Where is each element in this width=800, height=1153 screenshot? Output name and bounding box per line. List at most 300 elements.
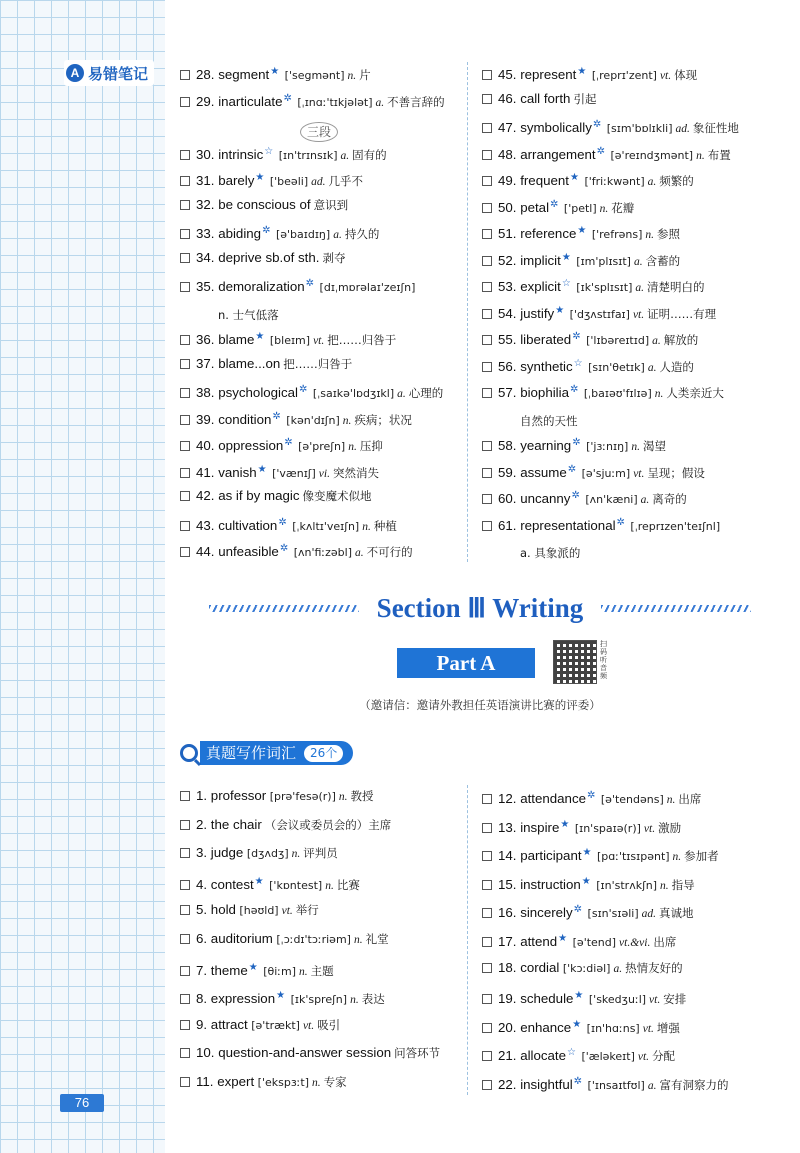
item-word: be conscious of <box>218 196 311 212</box>
item-word: attendance <box>520 791 586 806</box>
item-phonetic: ['dʒʌstɪfaɪ] <box>566 307 630 321</box>
checkbox[interactable] <box>180 253 190 263</box>
frequency-star-icon: ✲ <box>572 437 581 448</box>
item-word: vanish <box>218 464 257 480</box>
item-pos: n. <box>666 794 676 806</box>
item-phonetic: ['refrəns] <box>588 228 643 241</box>
item-number: 54. <box>498 305 521 321</box>
checkbox[interactable] <box>482 794 492 804</box>
item-word: frequent <box>520 173 569 188</box>
item-word: deprive sb.of sth. <box>218 249 320 265</box>
frequency-star-icon: ✲ <box>272 410 281 422</box>
qr-code[interactable] <box>553 640 597 684</box>
checkbox[interactable] <box>180 282 190 292</box>
checkbox[interactable] <box>482 362 492 372</box>
vocab-item <box>482 192 782 219</box>
item-meaning: 人造的 <box>659 359 694 374</box>
item-word: symbolically <box>520 120 592 135</box>
item-pos: n. <box>660 879 669 892</box>
frequency-star-icon: ✲ <box>592 119 602 130</box>
item-meaning: 比赛 <box>336 877 360 892</box>
item-meaning: 象征性地 <box>692 121 739 135</box>
item-word: segment <box>218 67 270 82</box>
checkbox[interactable] <box>180 820 190 830</box>
item-phonetic: [ˌbaɪəʊ'fɪlɪə] <box>580 387 652 400</box>
item-word: condition <box>218 411 272 427</box>
checkbox[interactable] <box>180 97 190 107</box>
item-number: 42. <box>196 488 219 503</box>
item-meaning-cont: a. 具象派的 <box>520 546 581 560</box>
item-meaning: 压抑 <box>359 439 383 453</box>
item-number: 59. <box>498 464 521 480</box>
item-word: reference <box>520 226 577 241</box>
item-pos: a. <box>647 176 657 188</box>
item-pos: ad. <box>311 176 326 188</box>
checkbox[interactable] <box>180 335 190 345</box>
item-number: 7. <box>196 962 211 978</box>
item-word: the chair <box>210 816 262 832</box>
item-meaning: 把……归咎于 <box>283 356 353 371</box>
item-number: 8. <box>196 991 211 1007</box>
item-phonetic: [bleɪm] <box>266 334 311 347</box>
vocab-item <box>482 1040 782 1069</box>
item-phonetic: [ɪn'hɑːns] <box>583 1021 640 1035</box>
frequency-star-icon: ★ <box>560 818 570 830</box>
checkbox[interactable] <box>482 1023 492 1033</box>
item-word: blame <box>218 332 255 347</box>
item-meaning: 体现 <box>674 68 698 82</box>
vocab-item <box>482 457 782 484</box>
vocab-item <box>180 351 462 378</box>
item-meaning: 突然消失 <box>332 465 379 480</box>
item-word: oppression <box>218 438 284 453</box>
checkbox[interactable] <box>482 851 492 861</box>
item-number: 50. <box>498 199 521 215</box>
item-number: 53. <box>498 279 521 294</box>
checkbox[interactable] <box>180 388 190 398</box>
checkbox[interactable] <box>180 359 190 369</box>
item-pos: n. <box>672 851 682 864</box>
checkbox[interactable] <box>482 880 492 890</box>
item-number: 43. <box>196 517 219 533</box>
item-phonetic: [sɪn'sɪəli] <box>584 907 639 921</box>
item-word: demoralization <box>218 279 305 294</box>
vocab-item <box>180 483 462 510</box>
checkbox[interactable] <box>180 905 190 915</box>
item-meaning: 专家 <box>323 1074 347 1089</box>
item-number: 49. <box>498 173 521 188</box>
item-pos: n. <box>696 149 705 162</box>
item-word: inarticulate <box>218 93 283 109</box>
frequency-star-icon: ★ <box>577 225 587 236</box>
item-meaning: 引起 <box>573 91 597 106</box>
item-pos: vt. <box>281 905 293 918</box>
vocab-item <box>482 955 782 984</box>
item-pos: n. <box>362 520 371 533</box>
item-number: 37. <box>196 355 219 371</box>
item-pos: a. <box>647 1079 657 1092</box>
item-word: cordial <box>520 959 560 975</box>
item-phonetic: ['beəli] <box>266 175 309 188</box>
checkbox[interactable] <box>482 994 492 1004</box>
checkbox[interactable] <box>482 335 492 345</box>
item-word: barely <box>218 173 255 188</box>
item-pos: a. <box>652 335 661 347</box>
checkbox[interactable] <box>180 229 190 239</box>
checkbox[interactable] <box>482 1051 492 1061</box>
checkbox[interactable] <box>180 994 190 1004</box>
vocab-item <box>180 955 462 984</box>
item-meaning: 指导 <box>671 877 695 892</box>
checkbox[interactable] <box>180 1020 190 1030</box>
item-pos: n. <box>312 1076 321 1089</box>
item-pos: n. <box>654 388 664 400</box>
checkbox[interactable] <box>482 256 492 266</box>
vocab-item <box>180 139 462 166</box>
item-meaning: 安排 <box>663 992 687 1007</box>
item-phonetic: [ɪn'strʌkʃn] <box>592 878 658 892</box>
item-pos: n. <box>645 229 654 241</box>
item-phonetic: [ɪk'splɪsɪt] <box>572 281 633 294</box>
item-phonetic: [ə'tendəns] <box>597 793 664 806</box>
logo-icon: A <box>66 64 84 82</box>
vocab-item <box>482 983 782 1012</box>
item-number: 38. <box>196 385 219 400</box>
item-number: 31. <box>196 173 219 188</box>
vocab-item <box>482 324 782 351</box>
checkbox[interactable] <box>180 1048 190 1058</box>
item-number: 14. <box>498 848 521 864</box>
item-phonetic: [ʌn'fiːzəbl] <box>290 546 353 559</box>
checkbox[interactable] <box>180 880 190 890</box>
item-word: contest <box>210 876 254 892</box>
vocab-item <box>180 192 462 219</box>
item-pos: vt. <box>313 335 325 347</box>
item-pos: a. <box>640 494 650 506</box>
item-meaning: 出席 <box>653 934 677 949</box>
item-phonetic: ['kɒntest] <box>265 878 323 892</box>
checkbox[interactable] <box>482 282 492 292</box>
checkbox[interactable] <box>180 415 190 425</box>
item-pos: n. <box>631 441 640 453</box>
checkbox[interactable] <box>482 521 492 531</box>
item-number: 18. <box>498 959 521 975</box>
item-pos: a. <box>635 282 644 294</box>
frequency-star-icon: ★ <box>561 251 571 263</box>
vocab-item <box>180 165 462 192</box>
item-phonetic: [sɪn'θetɪk] <box>584 360 645 374</box>
vocab-title: 真题写作词汇 <box>206 744 297 762</box>
part-label: Part A <box>397 648 535 678</box>
checkbox[interactable] <box>482 309 492 319</box>
checkbox[interactable] <box>180 966 190 976</box>
frequency-star-icon: ✲ <box>262 225 271 236</box>
item-meaning: 意识到 <box>313 197 349 212</box>
vocab-item <box>482 510 782 563</box>
item-word: implicit <box>520 252 561 268</box>
item-number: 15. <box>498 876 521 892</box>
item-word: attract <box>210 1016 248 1032</box>
item-pos: a. <box>613 962 623 975</box>
item-pos: a. <box>397 388 406 400</box>
checkbox[interactable] <box>482 908 492 918</box>
qr-label: 扫码听音频 <box>600 640 607 680</box>
item-meaning: 礼堂 <box>365 931 389 946</box>
item-pos: vt. <box>643 822 656 835</box>
vocab-item <box>180 926 462 955</box>
item-pos: a. <box>340 149 350 162</box>
item-pos: vt. <box>637 1051 650 1064</box>
checkbox[interactable] <box>180 200 190 210</box>
vocab-item <box>180 783 462 812</box>
vocab-item <box>180 245 462 272</box>
checkbox[interactable] <box>180 848 190 858</box>
item-number: 40. <box>196 438 219 453</box>
logo-text: 易错笔记 <box>88 64 149 83</box>
frequency-star-icon: ☆ <box>561 278 571 289</box>
item-meaning: 把……归咎于 <box>327 333 397 347</box>
item-pos: n. <box>347 70 357 82</box>
item-phonetic: [θiːm] <box>259 964 297 978</box>
vocab-item <box>482 351 782 378</box>
checkbox[interactable] <box>180 521 190 531</box>
checkbox[interactable] <box>482 937 492 947</box>
frequency-star-icon: ★ <box>255 331 265 342</box>
checkbox[interactable] <box>482 94 492 104</box>
item-number: 39. <box>196 411 219 427</box>
vocab-item <box>180 1012 462 1041</box>
item-meaning: 不可行的 <box>366 545 413 559</box>
item-phonetic: [ˌreprɪ'zent] <box>588 69 657 82</box>
item-word: intrinsic <box>218 146 264 162</box>
item-word: hold <box>210 902 236 918</box>
item-meaning: 含蓄的 <box>645 253 681 268</box>
column-divider-bottom <box>467 785 468 1095</box>
frequency-star-icon: ✲ <box>573 1075 583 1087</box>
checkbox[interactable] <box>180 934 190 944</box>
vocab-item <box>482 840 782 869</box>
item-meaning: 渴望 <box>642 439 666 453</box>
item-number: 13. <box>498 819 521 835</box>
page-number: 76 <box>60 1094 104 1112</box>
vocab-item <box>180 218 462 245</box>
item-number: 57. <box>498 385 521 400</box>
checkbox[interactable] <box>482 388 492 398</box>
vocab-count-badge: 26个 <box>304 745 343 762</box>
checkbox[interactable] <box>482 229 492 239</box>
item-pos: vi. <box>318 467 330 480</box>
checkbox[interactable] <box>180 791 190 801</box>
checkbox[interactable] <box>482 1080 492 1090</box>
item-number: 3. <box>196 845 211 861</box>
item-word: justify <box>520 305 555 321</box>
item-word: inspire <box>520 819 560 835</box>
item-number: 44. <box>196 544 219 559</box>
checkbox[interactable] <box>482 176 492 186</box>
frequency-star-icon: ★ <box>257 463 267 475</box>
vocab-title-pill <box>200 741 353 765</box>
checkbox[interactable] <box>180 1077 190 1087</box>
item-number: 41. <box>196 464 219 480</box>
checkbox[interactable] <box>482 150 492 160</box>
item-number: 28. <box>196 67 219 82</box>
vocab-item <box>482 869 782 898</box>
item-meaning: 吸引 <box>317 1017 341 1032</box>
item-word: unfeasible <box>218 544 279 559</box>
checkbox[interactable] <box>180 547 190 557</box>
checkbox[interactable] <box>482 70 492 80</box>
vocab-item <box>180 324 462 351</box>
item-phonetic: [həʊld] <box>235 904 279 918</box>
checkbox[interactable] <box>482 203 492 213</box>
frequency-star-icon: ★ <box>248 961 258 973</box>
item-word: expression <box>210 991 276 1007</box>
item-word: expert <box>217 1073 255 1089</box>
item-meaning: 频繁的 <box>659 174 694 188</box>
item-meaning: 几乎不 <box>328 174 363 188</box>
checkbox[interactable] <box>180 150 190 160</box>
frequency-star-icon: ✲ <box>571 490 580 501</box>
item-number: 29. <box>196 93 219 109</box>
item-number: 60. <box>498 491 521 506</box>
frequency-star-icon: ✲ <box>596 145 605 157</box>
item-number: 46. <box>498 90 521 106</box>
item-phonetic: [ɪn'spaɪə(r)] <box>571 821 641 835</box>
item-number: 30. <box>196 146 219 162</box>
section-subtitle: （邀请信：邀请外教担任英语演讲比赛的评委） <box>359 698 601 712</box>
item-word: insightful <box>520 1076 573 1092</box>
item-number: 6. <box>196 930 211 946</box>
frequency-star-icon: ✲ <box>299 384 308 395</box>
item-pos: vt. <box>649 994 661 1007</box>
item-pos: a. <box>375 96 385 109</box>
vocab-item <box>482 430 782 457</box>
item-pos: ad. <box>641 908 657 921</box>
vocab-item <box>482 926 782 955</box>
item-phonetic: [ə'tend] <box>569 935 617 949</box>
vocab-item <box>482 245 782 272</box>
item-meaning: 证明……有理 <box>647 306 717 321</box>
frequency-star-icon: ★ <box>577 66 587 77</box>
item-meaning: 剥夺 <box>322 250 346 265</box>
item-word: call forth <box>520 90 571 106</box>
item-number: 2. <box>196 816 211 832</box>
item-word: uncanny <box>520 491 571 506</box>
item-pos: n. <box>599 202 609 215</box>
item-meaning: 富有洞察力的 <box>659 1077 729 1092</box>
section-title: Section Ⅲ Writing <box>376 592 584 623</box>
vocab-item <box>180 536 462 563</box>
checkbox[interactable] <box>482 441 492 451</box>
frequency-star-icon: ★ <box>254 875 264 887</box>
item-number: 34. <box>196 249 219 265</box>
item-phonetic: [ˌɔːdɪ'tɔːriəm] <box>272 932 351 946</box>
checkbox[interactable] <box>482 823 492 833</box>
item-word: representational <box>520 517 616 533</box>
column-divider-top <box>467 62 468 562</box>
frequency-star-icon: ★ <box>574 990 584 1002</box>
item-meaning-cont: 自然的天性 <box>520 413 578 428</box>
item-number: 45. <box>498 67 521 82</box>
vocab-item <box>482 377 782 430</box>
item-number: 47. <box>498 120 521 135</box>
vocab-item <box>180 840 462 869</box>
item-meaning: 主题 <box>310 963 334 978</box>
item-meaning: 清楚明白的 <box>647 280 705 294</box>
item-phonetic: [ɪn'trɪnsɪk] <box>275 148 338 162</box>
item-phonetic: [ə'baɪdɪŋ] <box>272 228 331 241</box>
item-pos: n. <box>291 848 301 861</box>
item-phonetic: [ə'trækt] <box>247 1018 300 1032</box>
item-word: arrangement <box>520 146 596 162</box>
vocab-item <box>482 1012 782 1041</box>
item-word: synthetic <box>520 358 573 374</box>
item-meaning: 激励 <box>658 820 682 835</box>
checkbox[interactable] <box>482 468 492 478</box>
item-number: 51. <box>498 226 521 241</box>
checkbox[interactable] <box>180 441 190 451</box>
checkbox[interactable] <box>482 123 492 133</box>
item-pos: n. <box>353 933 363 946</box>
checkbox[interactable] <box>180 70 190 80</box>
vocab-list-2-left <box>180 783 462 1098</box>
item-meaning: 持久的 <box>344 227 380 241</box>
item-number: 33. <box>196 226 219 241</box>
vocab-item <box>180 897 462 926</box>
frequency-star-icon: ✲ <box>305 278 315 289</box>
vocab-item <box>180 59 462 86</box>
vocab-item <box>482 783 782 812</box>
checkbox[interactable] <box>482 494 492 504</box>
checkbox[interactable] <box>482 963 492 973</box>
vocab-item <box>482 1069 782 1098</box>
item-phonetic: [ˌɪnɑː'tɪkjələt] <box>293 95 373 109</box>
frequency-star-icon: ★ <box>255 172 265 183</box>
item-meaning: 参加者 <box>684 849 719 864</box>
item-pos: vt. <box>659 70 672 82</box>
item-meaning: 布置 <box>707 147 731 162</box>
item-number: 58. <box>498 438 521 453</box>
item-number: 10. <box>196 1045 219 1061</box>
checkbox[interactable] <box>180 468 190 478</box>
item-word: yearning <box>520 438 572 453</box>
item-word: assume <box>520 464 567 480</box>
item-phonetic: [ˌreprɪzen'teɪʃnl] <box>626 519 721 533</box>
frequency-star-icon: ✲ <box>569 384 579 395</box>
frequency-star-icon: ★ <box>558 932 568 944</box>
item-phonetic: [ʌn'kæni] <box>581 493 638 506</box>
grid-margin <box>0 0 165 1153</box>
item-meaning: 热情友好的 <box>625 960 683 975</box>
checkbox[interactable] <box>180 491 190 501</box>
frequency-star-icon: ★ <box>270 66 280 77</box>
vocab-item <box>482 298 782 325</box>
item-phonetic: ['ekspɜːt] <box>254 1075 309 1089</box>
item-pos: a. <box>355 547 364 559</box>
stripe-left <box>209 605 359 612</box>
vocab-item <box>180 457 462 484</box>
brand-logo <box>64 60 154 86</box>
checkbox[interactable] <box>180 176 190 186</box>
item-meaning: 疾病；状况 <box>354 412 412 427</box>
item-word: auditorium <box>210 930 273 946</box>
item-meaning: 像变魔术似地 <box>302 489 372 503</box>
vocab-item <box>482 218 782 245</box>
magnifier-icon <box>180 744 198 762</box>
item-meaning: （会议或委员会的）主席 <box>264 817 392 832</box>
item-pos: ad. <box>675 123 690 135</box>
item-meaning: 出席 <box>678 792 702 806</box>
